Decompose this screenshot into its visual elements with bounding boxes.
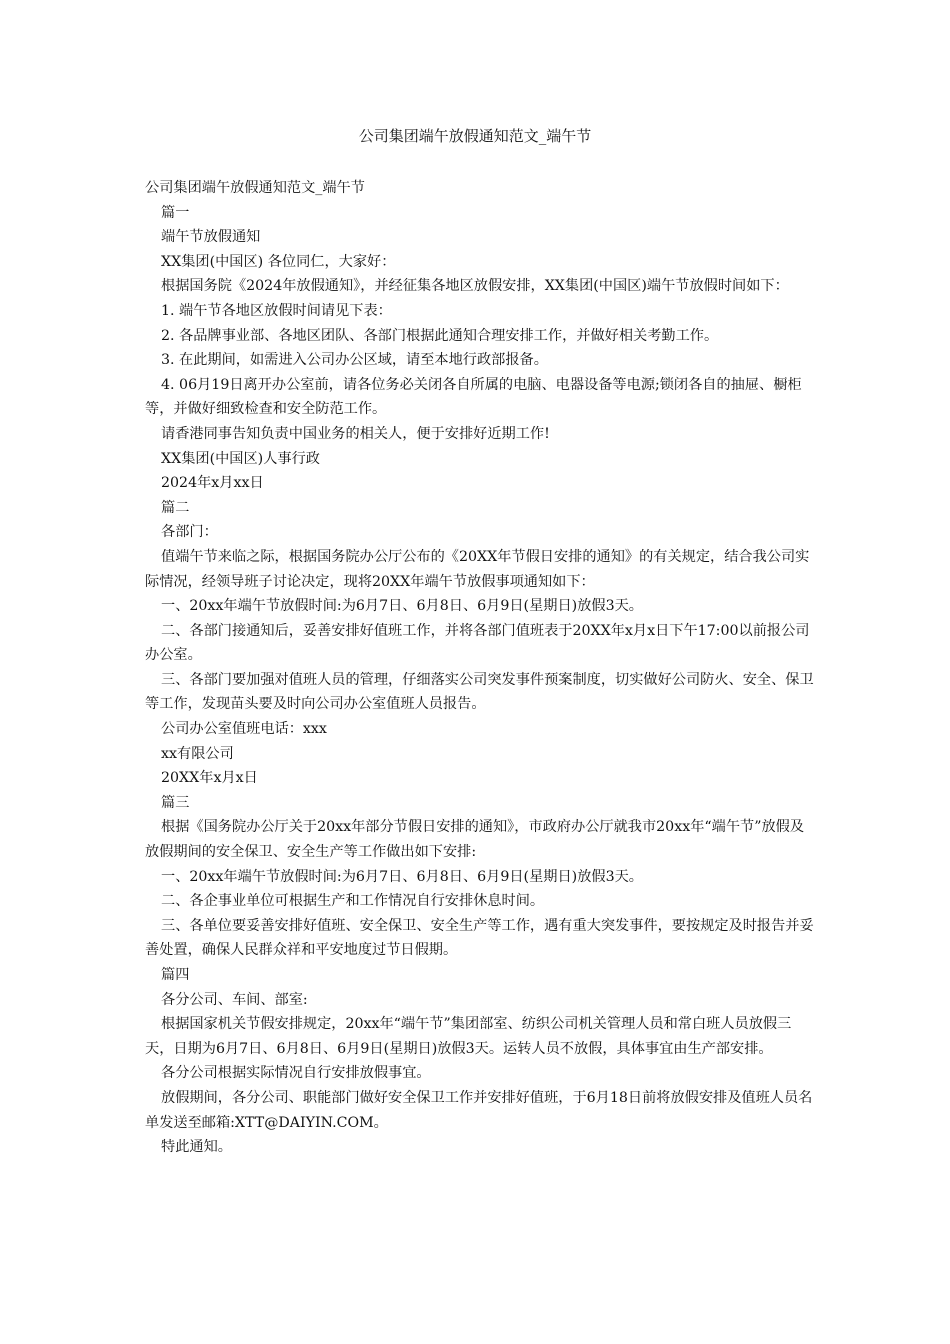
paragraph: 根据《国务院办公厅关于20xx年部分节假日安排的通知》，市政府办公厅就我市20xx年“端午节”放假及放假期间的安全保卫、安全生产等工作做出如下安排: [145,819,805,861]
paragraph: xx有限公司 [161,745,234,762]
paragraph: 端午节放假通知 [161,229,261,246]
paragraph: 2024年x月xx日 [161,475,264,492]
paragraph: 根据国家机关节假安排规定，20xx年“端午节”集团部室、纺织公司机关管理人员和常白班人员放假三天，日期为6月7日、6月8日、6月9日(星期日)放假3天。运转人员不放假，具体事宜由生产部安排。 [145,1016,792,1057]
paragraph: 二、各企事业单位可根据生产和工作情况自行安排休息时间。 [161,893,545,910]
document-title: 公司集团端午放假通知范文_端午节 [358,127,592,145]
paragraph: 篇四 [161,967,190,983]
paragraph: 值端午节来临之际，根据国务院办公厅公布的《20XX年节假日安排的通知》的有关规定，结合我公司实际情况，经领导班子讨论决定，现将20XX年端午节放假事项通知如下： [145,548,810,590]
paragraph: 三、各单位要妥善安排好值班、安全保卫、安全生产等工作，遇有重大突发事件，要按规定及时报告并妥善处置，确保人民群众祥和平安地度过节日假期。 [145,917,814,959]
paragraph: XX集团(中国区)人事行政 [161,450,320,467]
document-body [145,176,815,1160]
paragraph: 篇一 [161,204,190,221]
paragraph: 篇三 [161,794,190,811]
paragraph: XX集团(中国区) 各位同仁，大家好： [161,253,396,270]
paragraph: 20XX年x月x日 [161,770,258,787]
paragraph: 三、各部门要加强对值班人员的管理，仔细落实公司突发事件预案制度，切实做好公司防火、安全、保卫等工作，发现苗头要及时向公司办公室值班人员报告。 [145,671,814,713]
paragraph: 各分公司根据实际情况自行安排放假事宜。 [161,1065,431,1082]
paragraph: 根据国务院《2024年放假通知》，并经征集各地区放假安排，XX集团(中国区)端午节放假时间如下： [161,278,789,295]
paragraph: 4. 06月19日离开办公室前，请各位务必关闭各自所属的电脑、电器设备等电源;锁闭各自的抽屉、橱柜等，并做好细致检查和安全防范工作。 [145,376,802,418]
paragraph: 篇二 [161,499,190,516]
paragraph: 放假期间，各分公司、职能部门做好安全保卫工作并安排好值班，于6月18日前将放假安排及值班人员名单发送至邮箱:XTT@DAIYIN.COM。 [145,1089,813,1131]
paragraph: 特此通知。 [161,1139,232,1156]
paragraph: 各分公司、车间、部室: [161,991,308,1008]
paragraph: 一、20xx年端午节放假时间:为6月7日、6月8日、6月9日(星期日)放假3天。 [161,868,643,885]
paragraph: 3. 在此期间，如需进入公司办公区域，请至本地行政部报备。 [161,352,548,369]
paragraph: 公司办公室值班电话：xxx [161,721,327,738]
paragraph: 各部门： [161,524,218,541]
paragraph: 2. 各品牌事业部、各地区团队、各部门根据此通知合理安排工作，并做好相关考勤工作。 [161,327,719,344]
paragraph: 请香港同事告知负责中国业务的相关人，便于安排好近期工作! [161,425,550,442]
paragraph: 1. 端午节各地区放假时间请见下表： [161,302,392,319]
paragraph: 二、各部门接通知后，妥善安排好值班工作，并将各部门值班表于20XX年x月x日下午17:00以前报公司办公室。 [145,622,810,664]
paragraph: 一、20xx年端午节放假时间:为6月7日、6月8日、6月9日(星期日)放假3天。 [161,598,643,615]
paragraph: 公司集团端午放假通知范文_端午节 [145,180,365,196]
